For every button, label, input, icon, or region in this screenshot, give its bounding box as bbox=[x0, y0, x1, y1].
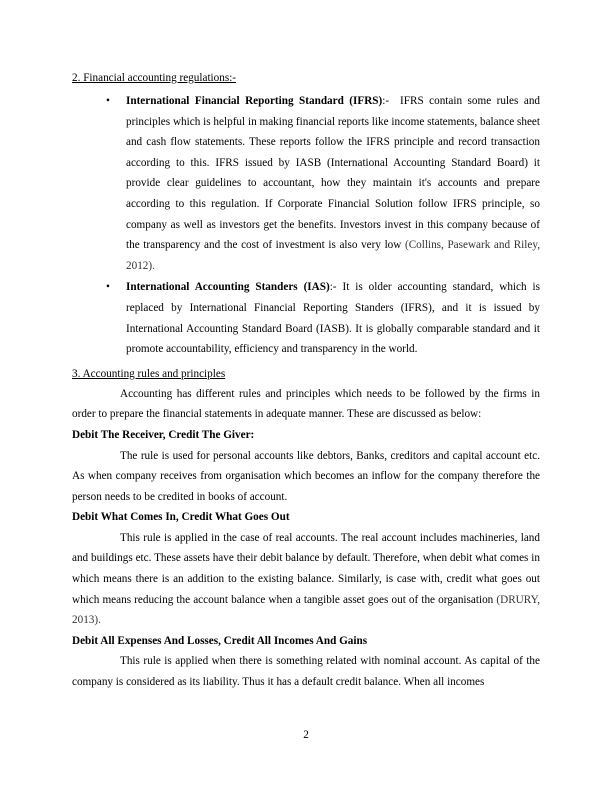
rule-1-text: The rule is used for personal accounts like debtors, Banks, creditors and capital account etc. As when company receives from organisation which becomes an inflow for the company therefore the person needs to be credited in books of account. bbox=[72, 449, 540, 503]
bullet-icon: • bbox=[106, 95, 110, 107]
document-page bbox=[72, 70, 540, 693]
rule-2-text: This rule is applied in the case of real accounts. The real account includes machineries, land and buildings etc. These assets have their debit balance by default. Therefore, when debit what comes in which means there is an addition to the existing balance. Similarly, is case with, credit what goes out which means reducing the account balance when a tangible asset goes out of the organisation bbox=[72, 531, 540, 606]
rule-3-title: Debit All Expenses And Losses, Credit All Incomes And Gains bbox=[72, 634, 368, 647]
page-number: 2 bbox=[303, 729, 309, 741]
ifrs-sep: :- bbox=[382, 95, 390, 107]
list-item-ias bbox=[72, 277, 540, 359]
ias-sep: :- bbox=[329, 281, 337, 294]
section-2-heading: 2. Financial accounting regulations:- bbox=[72, 72, 237, 84]
bullet-icon: • bbox=[106, 281, 110, 294]
ias-text: It is older accounting standard, which is replaced by International Financial Reporting Standers (IFRS), and it is issued by International Accounting Standard Board (IASB). It is globally comparable standard and it promote accountability, efficiency and transparency in the world. bbox=[126, 281, 541, 356]
section-3-heading: 3. Accounting rules and principles bbox=[72, 367, 226, 380]
rule-2-paragraph bbox=[72, 528, 540, 631]
ifrs-citation: (Collins, Pasewark and Riley, 2012). bbox=[126, 239, 541, 272]
regulations-list bbox=[72, 91, 540, 360]
rule-2-title: Debit What Comes In, Credit What Goes Out bbox=[72, 511, 290, 524]
ifrs-term: International Financial Reporting Standard (IFRS) bbox=[126, 95, 383, 107]
section-3-intro: Accounting has different rules and principles which needs to be followed by the firms in order to prepare the financial statements in adequate manner. These are discussed as below: bbox=[72, 387, 540, 421]
rule-2-citation: (DRURY, 2013). bbox=[72, 593, 541, 627]
rule-1-title: Debit The Receiver, Credit The Giver: bbox=[72, 428, 255, 441]
ias-term: International Accounting Standers (IAS) bbox=[126, 281, 330, 294]
list-item-ifrs bbox=[72, 91, 540, 276]
ifrs-text: IFRS contain some rules and principles which is helpful in making financial reports like income statements, balance sheet and cash flow statements. These reports follow the IFRS principle and record transaction according to this. IFRS issued by IASB (International Accounting Standard Board) it provide clear guidelines to accountant, how they maintain it's accounts and prepare according to this regulation. If Corporate Financial Solution follow IFRS principle, so company as well as investors get the benefits. Investors invest in this company because of the transparency and the cost of investment is also very low bbox=[126, 95, 541, 252]
rule-3-text: This rule is applied when there is something related with nominal account. As capital of the company is considered as its liability. Thus it has a default credit balance. When all incomes bbox=[72, 655, 540, 689]
